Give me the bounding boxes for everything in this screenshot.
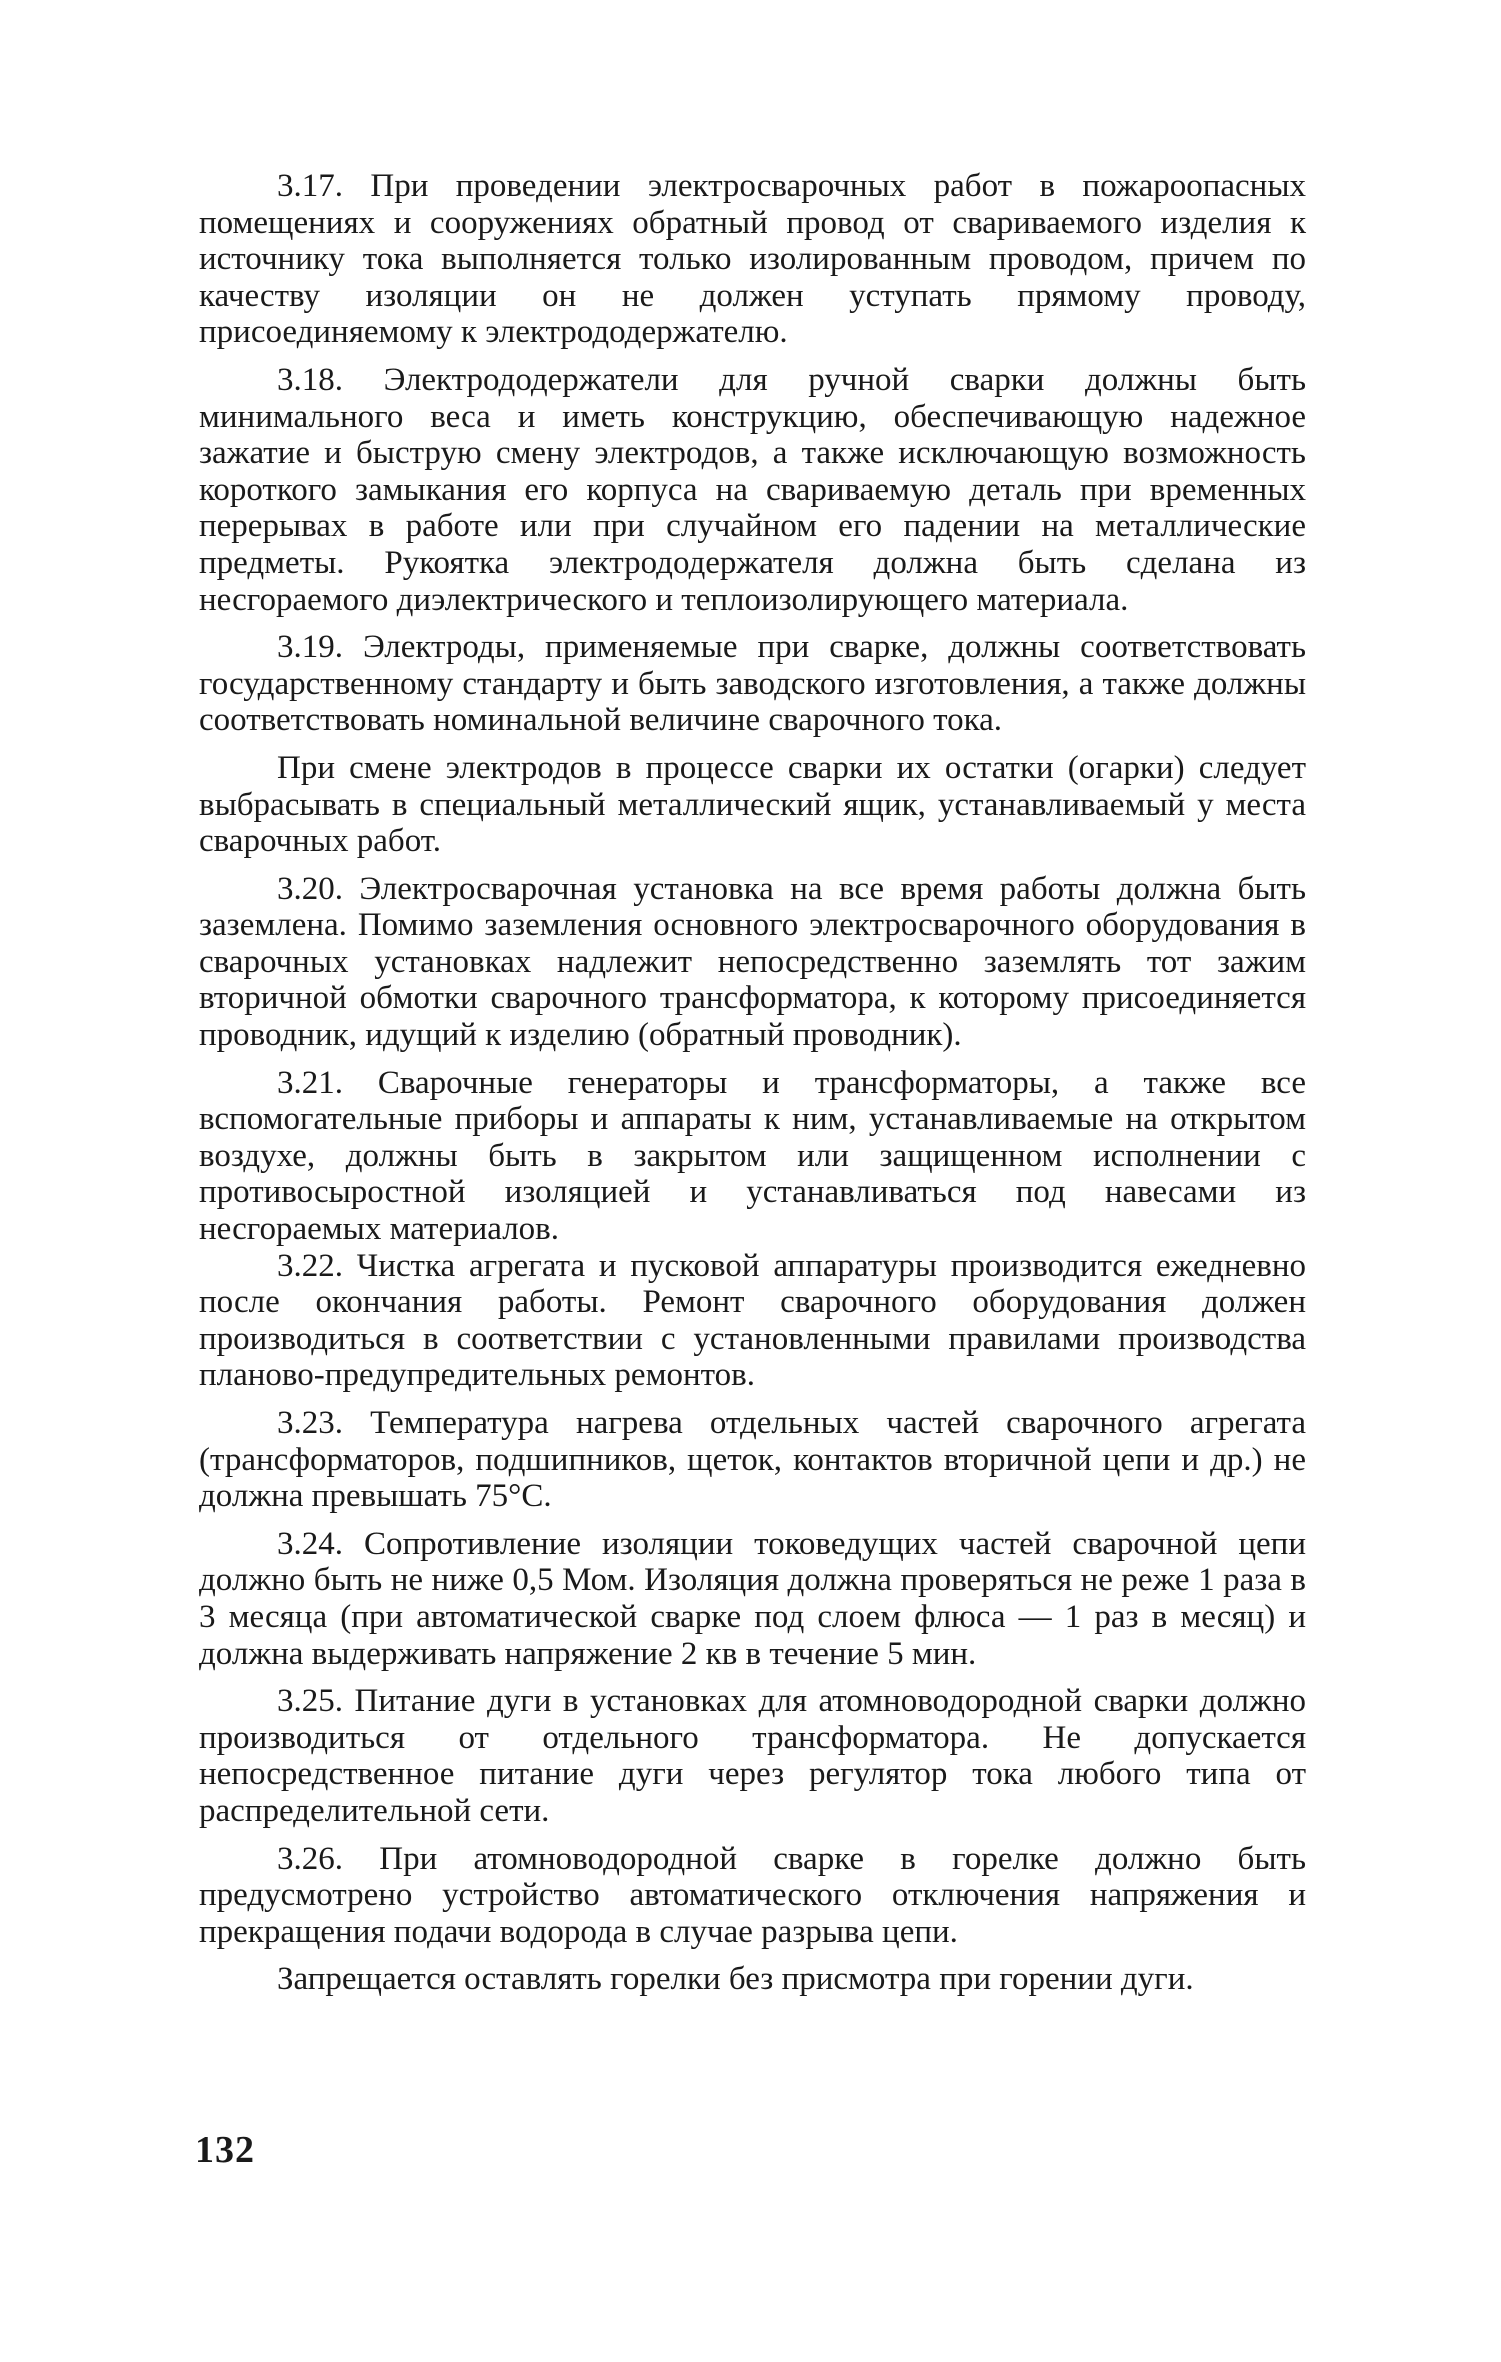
page-number: 132 (195, 2129, 255, 2171)
paragraph-3-26: 3.26. При атомноводородной сварке в горелке должно быть предусмотрено устройство автоматического отключения напряжения и прекращения подачи водорода в случае разрыва цепи. (199, 1840, 1306, 1950)
paragraph-3-21: 3.21. Сварочные генераторы и трансформаторы, а также все вспомогательные приборы и аппараты к ним, устанавливаемые на открытом воздухе, должны быть в закрытом или защищенном исполнении с противосыростной изоляцией и устанавливаться под навесами из несгораемых материалов. (199, 1064, 1306, 1248)
paragraph-3-25: 3.25. Питание дуги в установках для атомноводородной сварки должно производиться от отдельного трансформатора. Не допускается непосредственное питание дуги через регулятор тока любого типа от распределительной сети. (199, 1683, 1306, 1829)
paragraph-3-24: 3.24. Сопротивление изоляции токоведущих частей сварочной цепи должно быть не ниже 0,5 Мом. Изоляция должна проверяться не реже 1 раза в 3 месяца (при автоматической сварке под слоем флюса — 1 раз в месяц) и должна выдерживать напряжение 2 кв в течение 5 мин. (199, 1525, 1306, 1672)
paragraph-3-18: 3.18. Электрододержатели для ручной сварки должны быть минимального веса и иметь конструкцию, обеспечивающую надежное зажатие и быструю смену электродов, а также исключающую возможность короткого замыкания его корпуса на свариваемую деталь при временных перерывах в работе или при случайном его падении на металлические предметы. Рукоятка электрододержателя должна быть сделана из несгораемого диэлектрического и теплоизолирующего материала. (199, 361, 1306, 618)
paragraph-3-22: 3.22. Чистка агрегата и пусковой аппаратуры производится ежедневно после окончания работы. Ремонт сварочного оборудования должен производиться в соответствии с установленными правилами производства планово-предупредительных ремонтов. (199, 1247, 1306, 1394)
paragraph-3-17: 3.17. При проведении электросварочных работ в пожароопасных помещениях и сооружениях обратный провод от свариваемого изделия к источнику тока выполняется только изолированным проводом, причем по качеству изоляции он не должен уступать прямому проводу, присоединяемому к электрододержателю. (199, 168, 1306, 351)
paragraph-3-19: 3.19. Электроды, применяемые при сварке, должны соответствовать государственному стандарту и быть заводского изготовления, а также должны соответствовать номинальной величине сварочного тока. (199, 629, 1306, 739)
paragraph-torch-prohibition: Запрещается оставлять горелки без присмотра при горении дуги. (277, 1961, 1194, 1998)
document-page (199, 168, 1306, 1998)
paragraph-3-23: 3.23. Температура нагрева отдельных частей сварочного агрегата (трансформаторов, подшипников, щеток, контактов вторичной цепи и др.) не должна превышать 75°С. (199, 1405, 1306, 1515)
paragraph-electrode-stubs: При смене электродов в процессе сварки их остатки (огарки) следует выбрасывать в специальный металлический ящик, устанавливаемый у места сварочных работ. (199, 749, 1306, 860)
paragraph-3-20: 3.20. Электросварочная установка на все время работы должна быть заземлена. Помимо заземления основного электросварочного оборудования в сварочных установках надлежит непосредственно заземлять тот зажим вторичной обмотки сварочного трансформатора, к которому присоединяется проводник, идущий к изделию (обратный проводник). (199, 870, 1306, 1054)
